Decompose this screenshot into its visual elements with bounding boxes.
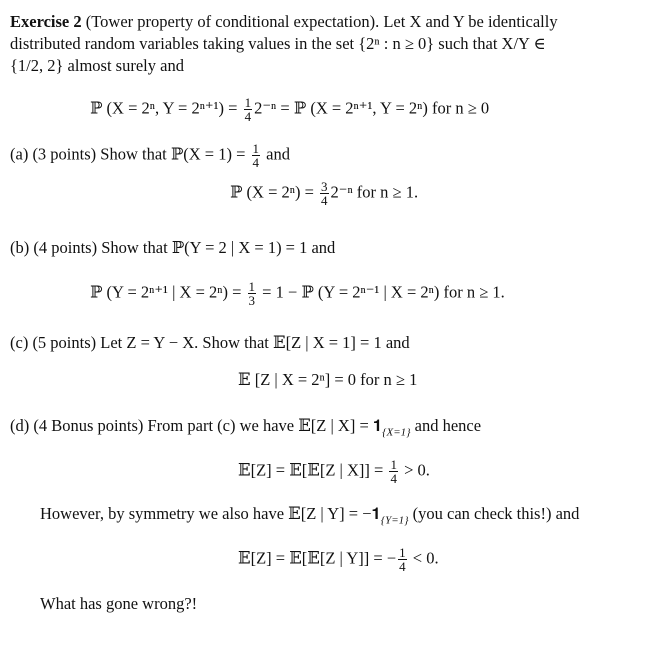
part-b-eq-fraction	[248, 280, 257, 307]
part-b-statement: (b) (4 points) Show that ℙ(Y = 2 | X = 1) = 1 and	[10, 238, 336, 257]
part-d-text: (d) (4 Bonus points) From part (c) we have 𝔼[Z | X] = 𝟏	[10, 416, 383, 435]
part-b-eq-right: = 1 − ℙ (Y = 2ⁿ⁻¹ | X = 2ⁿ) for n ≥ 1.	[258, 282, 505, 302]
part-d-eq1-left: 𝔼[Z] = 𝔼[𝔼[Z | X]] =	[238, 460, 388, 480]
part-d-question: What has gone wrong?!	[40, 594, 198, 613]
part-d-however-subscript: {Y=1}	[380, 514, 409, 527]
part-d-however-line	[40, 504, 579, 530]
part-d-eq2-left: 𝔼[Z] = 𝔼[𝔼[Z | Y]] = −	[238, 548, 397, 568]
part-d-equation-1	[238, 458, 430, 485]
part-d-however-end: (you can check this!) and	[408, 504, 580, 523]
part-d-eq1-fraction	[389, 458, 398, 485]
part-d-equation-2	[238, 546, 439, 573]
main-eq-fraction	[244, 96, 253, 123]
part-a-text-end: and	[262, 144, 290, 164]
part-a-fraction	[252, 142, 261, 169]
main-eq-right: 2⁻ⁿ = ℙ (X = 2ⁿ⁺¹, Y = 2ⁿ) for n ≥ 0	[254, 98, 490, 118]
part-b-eq-frac-num: 1	[248, 279, 256, 294]
part-a-frac-num: 1	[252, 141, 260, 156]
main-eq-frac-den: 4	[244, 109, 252, 124]
part-a-eq-frac-den: 4	[321, 193, 328, 208]
part-b-eq-frac-den: 3	[248, 293, 256, 308]
part-b-equation	[90, 280, 505, 307]
part-d-eq2-fraction	[398, 546, 407, 573]
part-d-indicator-subscript: {X=1}	[382, 426, 411, 439]
part-a-eq-left: ℙ (X = 2ⁿ) =	[230, 182, 318, 202]
part-d-eq2-frac-num: 1	[399, 545, 406, 560]
part-d-eq1-frac-den: 4	[390, 471, 397, 486]
part-a-text: (a) (3 points) Show that ℙ(X = 1) =	[10, 144, 250, 164]
exercise-intro-line-1	[10, 12, 558, 32]
part-c-statement: (c) (5 points) Let Z = Y − X. Show that 𝔼[Z | X = 1] = 1 and	[10, 333, 410, 352]
main-probability-equation	[90, 96, 489, 123]
main-eq-left: ℙ (X = 2ⁿ, Y = 2ⁿ⁺¹) =	[90, 98, 242, 118]
part-a-eq-right: 2⁻ⁿ for n ≥ 1.	[330, 182, 419, 202]
part-a-eq-fraction	[320, 180, 329, 207]
part-d-statement	[10, 416, 481, 442]
exercise-intro-text-1: (Tower property of conditional expectation). Let X and Y be identically	[81, 12, 558, 31]
part-d-eq1-right: > 0.	[399, 460, 430, 480]
part-a-equation	[230, 180, 418, 207]
part-a-statement	[10, 142, 290, 169]
part-d-text-end: and hence	[410, 416, 482, 435]
exercise-title: Exercise 2	[10, 12, 82, 31]
exercise-intro-line-2: distributed random variables taking values in the set {2ⁿ : n ≥ 0} such that X/Y ∈	[10, 34, 546, 53]
part-a-frac-den: 4	[252, 155, 260, 170]
part-c-equation: 𝔼 [Z | X = 2ⁿ] = 0 for n ≥ 1	[238, 370, 418, 389]
exercise-intro-line-3: {1/2, 2} almost surely and	[10, 56, 184, 75]
part-d-eq2-frac-den: 4	[399, 559, 406, 574]
part-d-however-text: However, by symmetry we also have 𝔼[Z | Y] = −𝟏	[40, 504, 381, 523]
part-d-eq2-right: < 0.	[408, 548, 439, 568]
main-eq-frac-num: 1	[244, 95, 252, 110]
part-a-eq-frac-num: 3	[321, 179, 328, 194]
part-b-eq-left: ℙ (Y = 2ⁿ⁺¹ | X = 2ⁿ) =	[90, 282, 246, 302]
part-d-eq1-frac-num: 1	[390, 457, 397, 472]
